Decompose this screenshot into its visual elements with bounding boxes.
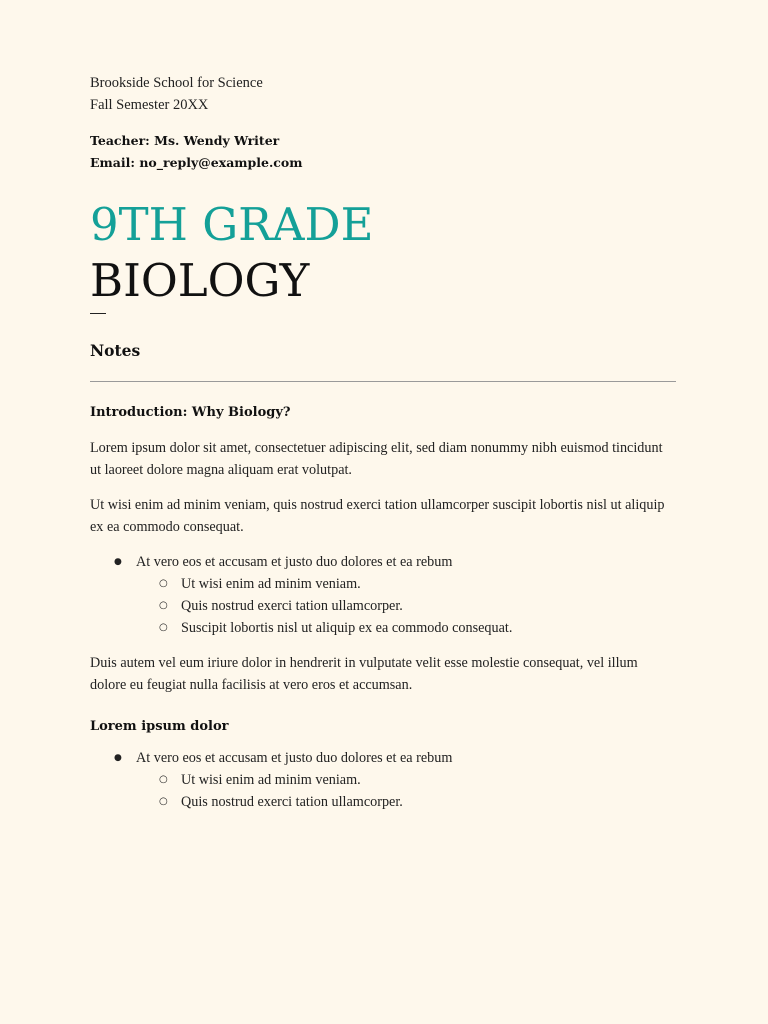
intro-heading: Introduction: Why Biology?	[90, 405, 291, 420]
list-item	[136, 791, 676, 813]
lorem-heading: Lorem ipsum dolor	[90, 719, 229, 734]
list-item	[136, 573, 676, 595]
intro-paragraph-2: Ut wisi enim ad minim veniam, quis nostrud exerci tation ullamcorper suscipit lobortis nisl ut aliquip ex ea commodo consequat.	[90, 497, 665, 535]
intro-sub-list	[136, 573, 676, 639]
circle-bullet-icon: ○	[159, 622, 168, 633]
title-grade: 9TH GRADE	[90, 198, 374, 251]
list-item-text: Ut wisi enim ad minim veniam.	[181, 772, 361, 788]
circle-bullet-icon: ○	[159, 600, 168, 611]
title-divider	[90, 313, 106, 314]
teacher-name: Teacher: Ms. Wendy Writer	[90, 133, 280, 148]
intro-paragraph-1: Lorem ipsum dolor sit amet, consectetuer adipiscing elit, sed diam nonummy nibh euismod tincidunt ut laoreet dolore magna aliquam erat volutpat.	[90, 440, 663, 478]
list-item	[90, 551, 676, 639]
teacher-email: Email: no_reply@example.com	[90, 155, 303, 170]
lorem-sub-list	[136, 769, 676, 813]
circle-bullet-icon: ○	[159, 796, 168, 807]
school-info	[90, 72, 676, 116]
title-subject: BIOLOGY	[90, 254, 310, 307]
intro-bullet-list	[90, 551, 676, 639]
teacher-info	[90, 130, 676, 174]
horizontal-rule	[90, 381, 676, 382]
list-item-text: Quis nostrud exerci tation ullamcorper.	[181, 598, 403, 614]
semester: Fall Semester 20XX	[90, 97, 209, 113]
list-item	[136, 617, 676, 639]
list-item	[90, 747, 676, 813]
notes-heading: Notes	[90, 341, 141, 360]
circle-bullet-icon: ○	[159, 774, 168, 785]
list-item-text: At vero eos et accusam et justo duo dolores et ea rebum	[136, 554, 453, 570]
school-name: Brookside School for Science	[90, 75, 263, 91]
list-item	[136, 595, 676, 617]
bullet-icon: ●	[114, 753, 122, 763]
list-item-text: At vero eos et accusam et justo duo dolores et ea rebum	[136, 750, 453, 766]
bullet-icon: ●	[114, 557, 122, 567]
list-item-text: Quis nostrud exerci tation ullamcorper.	[181, 794, 403, 810]
intro-paragraph-3: Duis autem vel eum iriure dolor in hendrerit in vulputate velit esse molestie consequat, vel illum dolore eu feugiat nulla facilisis at vero eros et accumsan.	[90, 655, 638, 693]
document-page	[90, 72, 676, 813]
list-item	[136, 769, 676, 791]
lorem-bullet-list	[90, 747, 676, 813]
circle-bullet-icon: ○	[159, 578, 168, 589]
list-item-text: Suscipit lobortis nisl ut aliquip ex ea commodo consequat.	[181, 620, 513, 636]
list-item-text: Ut wisi enim ad minim veniam.	[181, 576, 361, 592]
